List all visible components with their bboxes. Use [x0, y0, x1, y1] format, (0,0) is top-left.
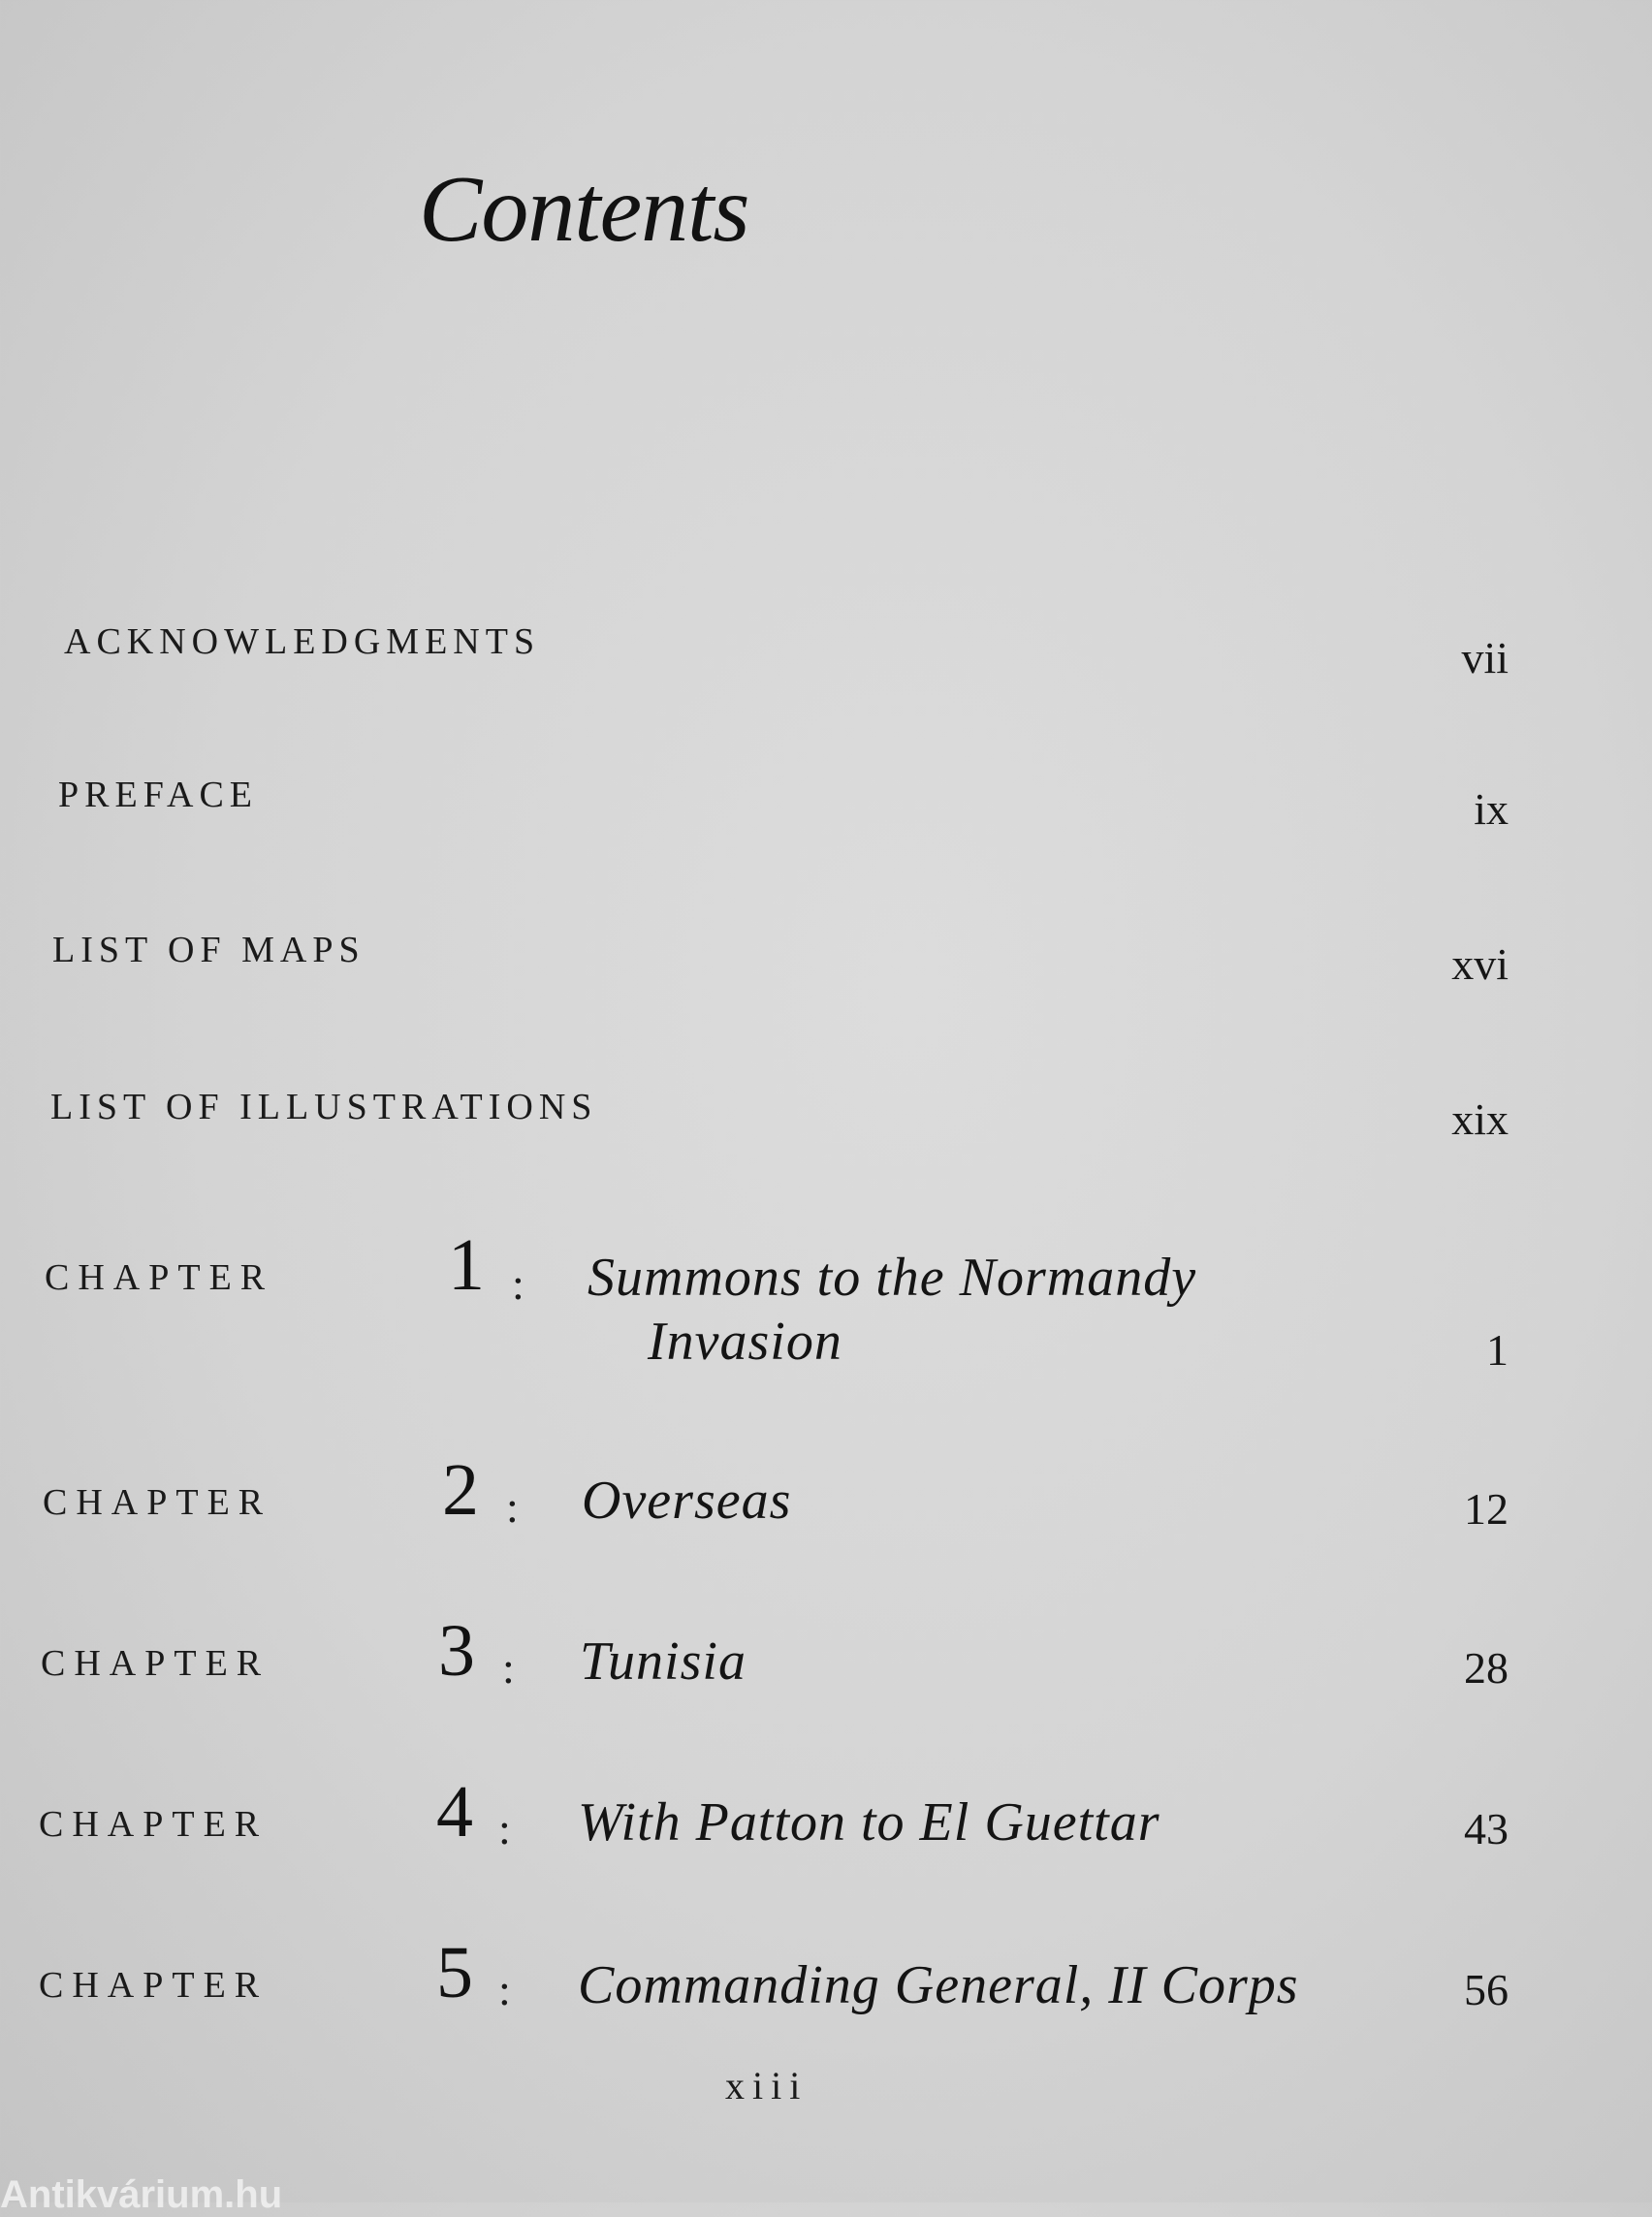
- toc-entry-label: ACKNOWLEDGMENTS: [64, 621, 541, 662]
- chapter-page: 56: [1464, 1965, 1509, 2014]
- chapter-colon: :: [502, 1643, 515, 1693]
- toc-entry-page: xvi: [1451, 939, 1509, 989]
- chapter-number: 1: [448, 1224, 485, 1306]
- chapter-word: CHAPTER: [39, 1804, 269, 1845]
- chapter-number: 3: [438, 1610, 475, 1692]
- chapter-page: 1: [1486, 1325, 1509, 1375]
- chapter-title: Commanding General, II Corps: [578, 1955, 1299, 2015]
- chapter-colon: :: [506, 1482, 519, 1532]
- toc-entry-page: xix: [1451, 1094, 1509, 1144]
- toc-entry-label: LIST OF MAPS: [52, 930, 365, 970]
- chapter-title-continued: Invasion: [648, 1312, 842, 1372]
- chapter-colon: :: [498, 1804, 511, 1853]
- page-number: xiii: [725, 2064, 809, 2107]
- chapter-title: With Patton to El Guettar: [578, 1792, 1160, 1853]
- chapter-word: CHAPTER: [45, 1257, 274, 1298]
- chapter-number: 5: [436, 1932, 473, 2013]
- chapter-number: 4: [436, 1771, 473, 1853]
- chapter-word: CHAPTER: [39, 1965, 269, 2006]
- toc-entry-label: LIST OF ILLUSTRATIONS: [50, 1087, 598, 1127]
- chapter-colon: :: [512, 1259, 524, 1309]
- chapter-number: 2: [442, 1449, 479, 1531]
- chapter-title: Summons to the Normandy: [588, 1248, 1197, 1308]
- toc-entry-page: ix: [1474, 784, 1509, 834]
- chapter-title: Tunisia: [580, 1631, 747, 1692]
- chapter-page: 43: [1464, 1804, 1509, 1853]
- chapter-word: CHAPTER: [41, 1643, 270, 1684]
- chapter-page: 28: [1464, 1643, 1509, 1693]
- chapter-page: 12: [1464, 1484, 1509, 1534]
- chapter-word: CHAPTER: [43, 1482, 272, 1523]
- toc-entry-label: PREFACE: [58, 775, 259, 815]
- watermark: Antikvárium.hu: [0, 2173, 283, 2216]
- toc-entry-page: vii: [1461, 633, 1509, 682]
- chapter-colon: :: [498, 1965, 511, 2014]
- page-title: Contents: [419, 157, 749, 262]
- chapter-title: Overseas: [582, 1471, 792, 1531]
